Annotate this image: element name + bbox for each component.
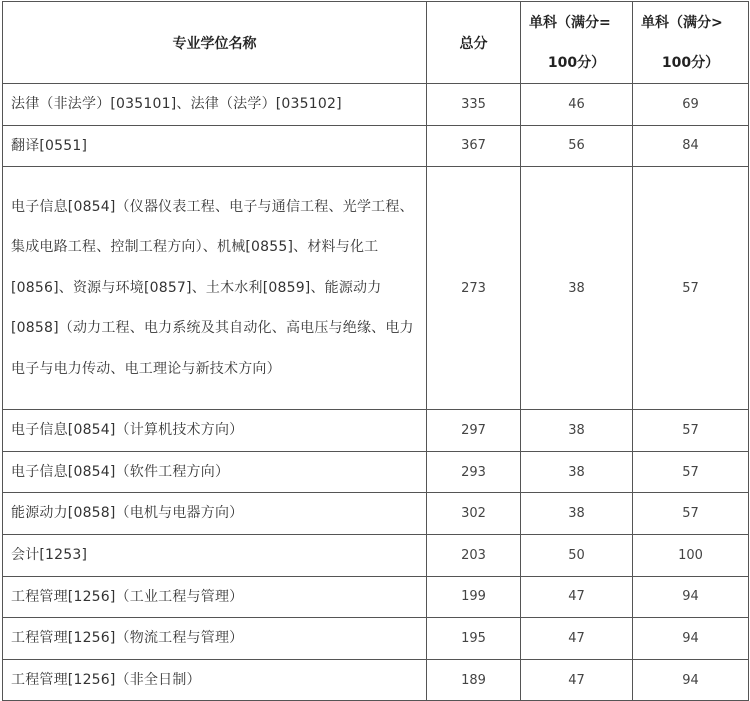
total-score-cell: 335 (427, 84, 521, 126)
total-score-cell: 195 (427, 618, 521, 660)
header-single-100 (521, 2, 633, 84)
table-row (3, 493, 749, 535)
total-score-cell: 302 (427, 493, 521, 535)
table-row (3, 410, 749, 452)
degree-name-cell: 电子信息[0854]（软件工程方向） (3, 451, 427, 493)
single-100-cell: 46 (521, 84, 633, 126)
table-row (3, 451, 749, 493)
single-over-100-cell: 57 (633, 410, 749, 452)
single-over-100-cell: 57 (633, 493, 749, 535)
single-over-100-cell: 94 (633, 618, 749, 660)
table-row (3, 84, 749, 126)
degree-name-cell: 工程管理[1256]（工业工程与管理） (3, 576, 427, 618)
header-single-over-100 (633, 2, 749, 84)
single-over-100-cell: 57 (633, 451, 749, 493)
degree-name-cell: 工程管理[1256]（物流工程与管理） (3, 618, 427, 660)
total-score-cell: 367 (427, 125, 521, 167)
single-100-cell: 38 (521, 167, 633, 410)
single-over-100-cell: 84 (633, 125, 749, 167)
single-over-100-cell: 69 (633, 84, 749, 126)
single-100-cell: 47 (521, 618, 633, 660)
table-row (3, 534, 749, 576)
single-over-100-cell: 94 (633, 659, 749, 701)
table-row (3, 167, 749, 410)
single-100-cell: 50 (521, 534, 633, 576)
degree-name-cell: 电子信息[0854]（仪器仪表工程、电子与通信工程、光学工程、集成电路工程、控制工程方向）、机械[0855]、材料与化工[0856]、资源与环境[0857]、土木水利[0859]、能源动力[0858]（动力工程、电力系统及其自动化、高电压与绝缘、电力电子与电力传动、电工理论与新技术方向） (3, 167, 427, 410)
total-score-cell: 189 (427, 659, 521, 701)
header-single-100-line2: 100分） (547, 54, 606, 71)
single-over-100-cell: 94 (633, 576, 749, 618)
table-header-row (3, 2, 749, 84)
table-row (3, 659, 749, 701)
degree-name-cell: 工程管理[1256]（非全日制） (3, 659, 427, 701)
header-total-score: 总分 (427, 2, 521, 84)
table-row (3, 618, 749, 660)
degree-name-cell: 能源动力[0858]（电机与电器方向） (3, 493, 427, 535)
table-row (3, 125, 749, 167)
single-100-cell: 47 (521, 659, 633, 701)
header-single-100-line1: 单科（满分= (529, 14, 611, 31)
total-score-cell: 199 (427, 576, 521, 618)
header-single-over-100-line1: 单科（满分> (641, 14, 723, 31)
total-score-cell: 297 (427, 410, 521, 452)
degree-name-cell: 电子信息[0854]（计算机技术方向） (3, 410, 427, 452)
total-score-cell: 203 (427, 534, 521, 576)
total-score-cell: 273 (427, 167, 521, 410)
single-100-cell: 38 (521, 410, 633, 452)
single-over-100-cell: 57 (633, 167, 749, 410)
table-row (3, 576, 749, 618)
single-100-cell: 38 (521, 451, 633, 493)
degree-name-cell: 法律（非法学）[035101]、法律（法学）[035102] (3, 84, 427, 126)
header-degree-name: 专业学位名称 (3, 2, 427, 84)
single-100-cell: 38 (521, 493, 633, 535)
header-single-over-100-line2: 100分） (661, 54, 720, 71)
single-100-cell: 47 (521, 576, 633, 618)
degree-name-cell: 会计[1253] (3, 534, 427, 576)
total-score-cell: 293 (427, 451, 521, 493)
degree-name-cell: 翻译[0551] (3, 125, 427, 167)
single-100-cell: 56 (521, 125, 633, 167)
score-table (2, 1, 749, 701)
single-over-100-cell: 100 (633, 534, 749, 576)
